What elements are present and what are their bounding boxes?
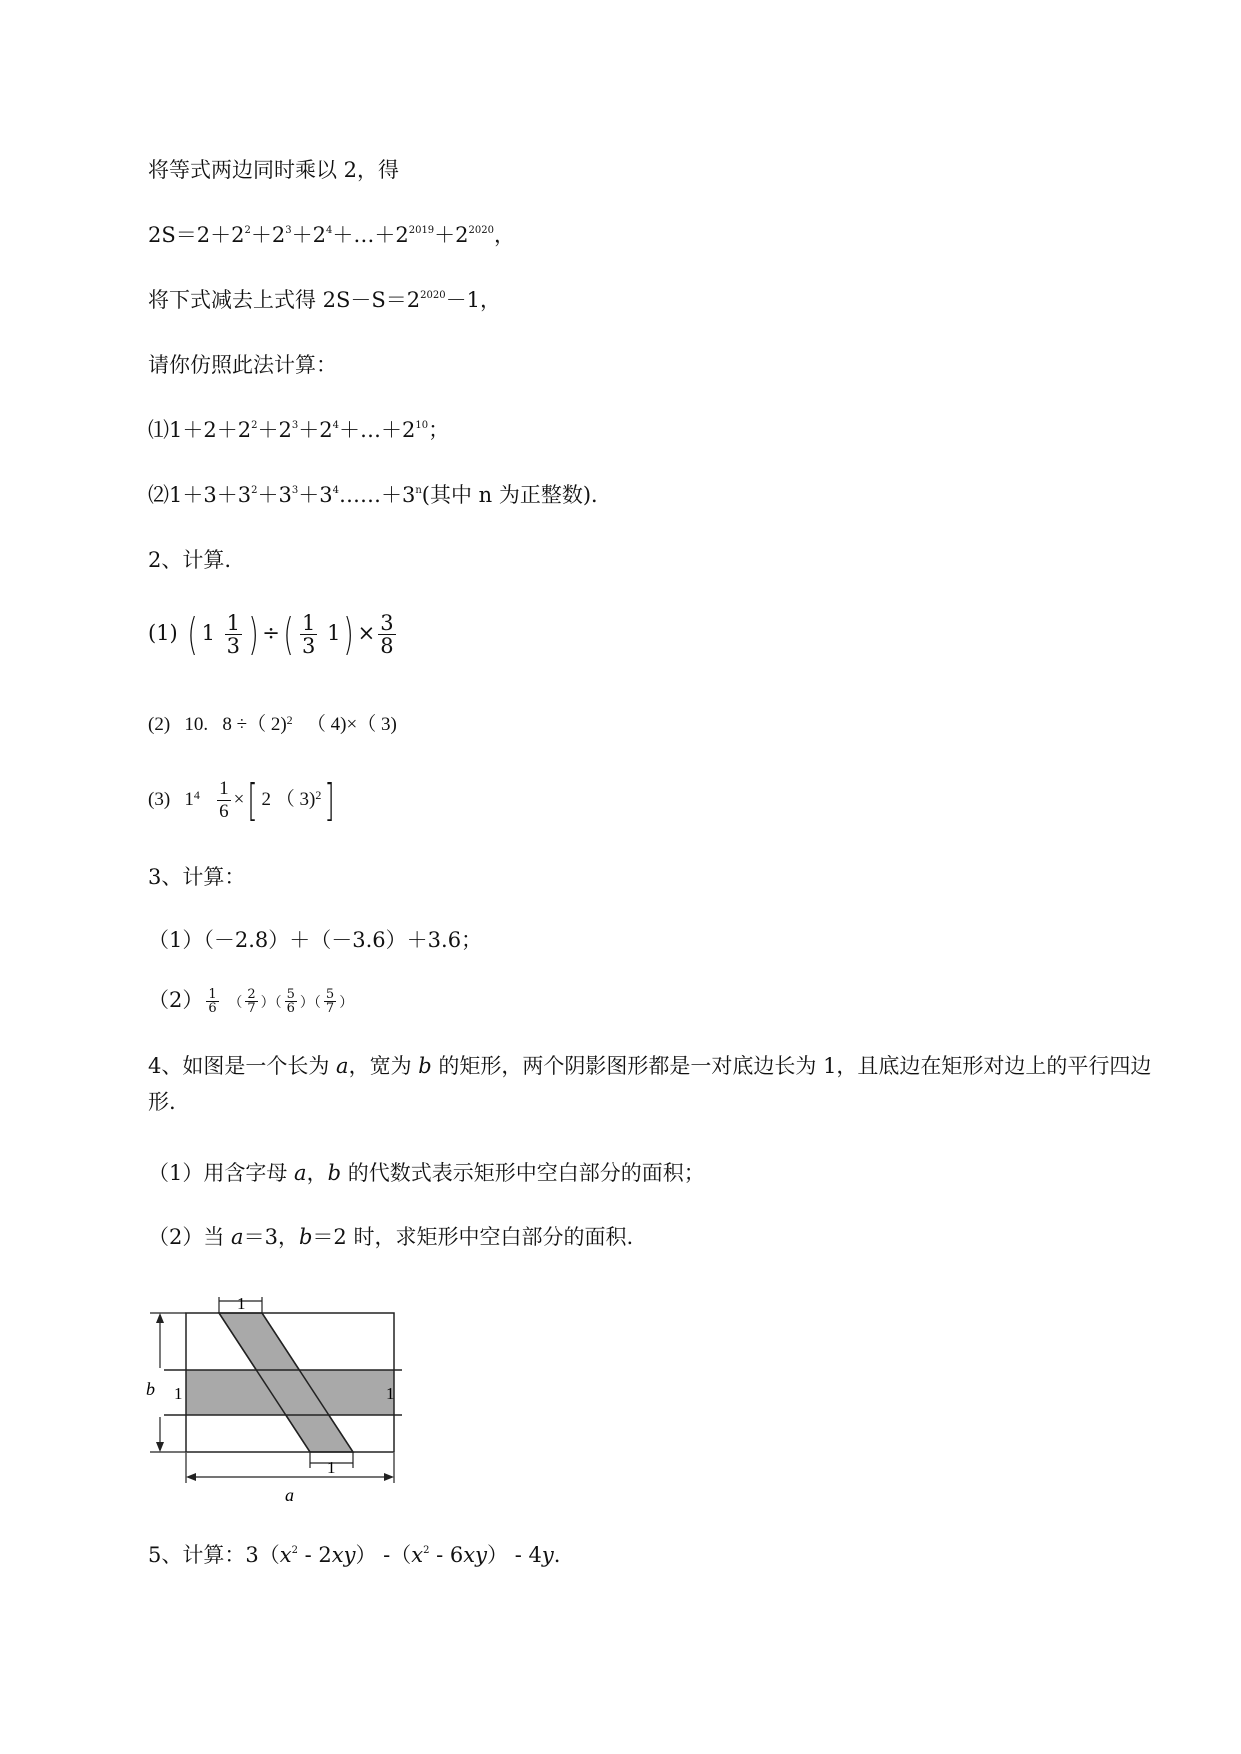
right-paren-icon: )	[248, 608, 259, 660]
denominator: 6	[286, 1001, 295, 1016]
q5-text: .	[553, 1543, 561, 1567]
intro-problem-1	[148, 415, 449, 445]
q4-text: 4、如图是一个长为	[148, 1054, 337, 1078]
times-sign: ×	[357, 621, 376, 645]
q4-part-1	[148, 1158, 705, 1188]
fraction	[225, 612, 242, 657]
exponent: 3	[291, 420, 299, 431]
term: ）（	[260, 995, 282, 1011]
exponent: 2	[286, 713, 293, 727]
numerator: 2	[247, 987, 256, 1002]
eq-part: ＋2	[257, 418, 292, 442]
label-a: a	[285, 1485, 294, 1505]
exponent: 2	[315, 788, 322, 802]
q5-text: - 2	[297, 1543, 332, 1567]
variable-a: a	[231, 1225, 244, 1249]
equation-subtract	[148, 285, 501, 315]
eq-part: ＋2	[298, 418, 333, 442]
denominator: 8	[380, 634, 394, 658]
eq-part: ＋…＋2	[332, 223, 409, 247]
fraction	[300, 612, 317, 657]
intro-line-1: 将等式两边同时乘以 2，得	[148, 158, 400, 182]
exponent: 3	[291, 485, 299, 496]
eq-part: ＋2	[291, 223, 326, 247]
numerator: 5	[286, 987, 295, 1002]
left-bracket-icon: [	[247, 774, 259, 826]
denominator: 7	[247, 1001, 256, 1016]
variable-xy: xy	[463, 1543, 488, 1567]
q4-part-2	[148, 1222, 633, 1252]
exponent: 2	[251, 485, 258, 496]
denominator: 3	[302, 634, 316, 658]
term: （ 4)×（ 3)	[306, 714, 397, 735]
numerator: 1	[219, 778, 229, 800]
q4-text: （2）当	[148, 1225, 232, 1249]
exponent: 4	[193, 788, 200, 802]
eq-part: 将下式减去上式得 2S－S＝2	[148, 288, 421, 312]
q3-title: 3、计算：	[148, 865, 246, 889]
q4-text: 的代数式表示矩形中空白部分的面积；	[341, 1161, 705, 1185]
q2-title: 2、计算.	[148, 548, 232, 572]
divide-sign: ÷	[262, 621, 280, 645]
numerator: 5	[325, 987, 335, 1002]
left-paren-icon: (	[283, 608, 294, 660]
label-b: b	[146, 1379, 155, 1399]
variable-b: b	[327, 1161, 342, 1185]
denominator: 7	[325, 1001, 335, 1016]
q2-part-1	[148, 608, 399, 658]
q4-text: ，	[306, 1161, 328, 1185]
q4-text: 的矩形，两个阴影图形都是一对底边长为 1，且底边在矩形对边上的平行四边形.	[148, 1054, 1152, 1114]
numerator: 1	[226, 611, 241, 635]
fraction	[206, 988, 218, 1015]
arrow-down-icon	[156, 1442, 164, 1452]
eq-part: ，	[494, 223, 515, 247]
exponent: 2	[244, 225, 251, 236]
variable-b: b	[298, 1225, 313, 1249]
q4-stem	[148, 1048, 1158, 1120]
numerator: 1	[208, 987, 217, 1002]
rectangle-figure	[140, 1293, 410, 1513]
exponent: 10	[415, 420, 429, 431]
q2-part-3	[148, 770, 339, 825]
part-label: (2)	[148, 714, 171, 735]
variable-y: y	[541, 1543, 554, 1567]
term: ）	[339, 995, 354, 1011]
part-label: (1)	[148, 621, 178, 645]
exponent: 2019	[408, 225, 435, 236]
part-label: (3)	[148, 789, 171, 810]
intro-line-4: 请你仿照此法计算：	[148, 353, 337, 377]
term: ）（	[299, 995, 321, 1011]
right-bracket-icon: ]	[324, 774, 336, 826]
q4-text: （1）用含字母	[148, 1161, 295, 1185]
eq-part: ＋…＋2	[338, 418, 416, 442]
eq-part: ……＋3	[338, 483, 416, 507]
arrow-right-icon	[384, 1473, 394, 1481]
label-top-1: 1	[237, 1294, 246, 1313]
term: 8 ÷（ 2)	[222, 714, 287, 735]
variable-a: a	[336, 1054, 349, 1078]
q2-part-2	[148, 705, 397, 740]
denominator: 3	[226, 634, 241, 658]
variable-a: a	[294, 1161, 307, 1185]
equation-2s	[148, 220, 515, 250]
fraction	[378, 612, 395, 657]
fraction	[217, 778, 231, 823]
term: 2 （ 3)	[261, 789, 316, 810]
exponent: 4	[325, 225, 333, 236]
eq-part: 2S＝2＋2	[148, 223, 245, 247]
label-bottom-1: 1	[327, 1458, 336, 1477]
q4-text: ，宽为	[348, 1054, 419, 1078]
term: 1	[327, 621, 341, 645]
term: 10	[184, 714, 204, 735]
horizontal-band	[186, 1370, 394, 1415]
label-left-1: 1	[174, 1384, 183, 1403]
exponent: 2	[291, 1545, 298, 1556]
q4-text: ＝3，	[243, 1225, 299, 1249]
q5-text: ） -（	[355, 1543, 412, 1567]
q4-text: ＝2 时，求矩形中空白部分的面积.	[312, 1225, 634, 1249]
variable-x: x	[279, 1543, 292, 1567]
fraction	[324, 988, 336, 1015]
intro-problem-2	[148, 480, 612, 510]
right-paren-icon: )	[343, 608, 355, 660]
eq-part: ；	[428, 418, 450, 442]
q5-text: ） - 4	[487, 1543, 542, 1567]
label-right-1: 1	[386, 1384, 395, 1403]
exponent: 3	[285, 225, 292, 236]
q5-text: - 6	[429, 1543, 464, 1567]
times-sign: ×	[233, 789, 245, 810]
variable-x: x	[411, 1543, 424, 1567]
variable-b: b	[418, 1054, 432, 1078]
denominator: 6	[219, 801, 229, 823]
exponent: 2020	[420, 290, 446, 301]
eq-part: ＋3	[298, 483, 333, 507]
eq-part: ⑵1＋3＋3	[148, 483, 252, 507]
exponent: 4	[332, 485, 339, 496]
exponent: 2	[251, 420, 258, 431]
exponent: 2020	[468, 225, 494, 236]
q3-part-2	[148, 982, 353, 1021]
eq-part: ⑴1＋2＋2	[148, 418, 252, 442]
term: （	[228, 995, 243, 1011]
q5	[148, 1540, 560, 1570]
part-label: （2）	[148, 988, 204, 1012]
arrow-left-icon	[186, 1473, 196, 1481]
term: 1	[184, 789, 194, 810]
eq-part: ＋2	[434, 223, 469, 247]
fraction	[285, 988, 297, 1015]
arrow-up-icon	[156, 1313, 164, 1323]
term: 1	[201, 621, 215, 645]
exponent: 2	[423, 1545, 430, 1556]
eq-part: ＋3	[257, 483, 292, 507]
numerator: 1	[302, 611, 316, 635]
fraction	[245, 988, 257, 1015]
left-paren-icon: (	[187, 608, 199, 660]
exponent: 4	[332, 420, 339, 431]
denominator: 6	[208, 1001, 217, 1016]
q3-part-1: （1）（－2.8）＋（－3.6）＋3.6；	[148, 928, 483, 952]
exponent: n	[415, 485, 422, 496]
eq-part: －1，	[445, 288, 501, 312]
term: .	[203, 714, 209, 735]
q5-text: 5、计算：3（	[148, 1543, 280, 1567]
eq-part: ＋2	[250, 223, 286, 247]
eq-part: (其中 n 为正整数)．	[421, 483, 613, 507]
numerator: 3	[380, 611, 394, 635]
variable-xy: xy	[331, 1543, 356, 1567]
